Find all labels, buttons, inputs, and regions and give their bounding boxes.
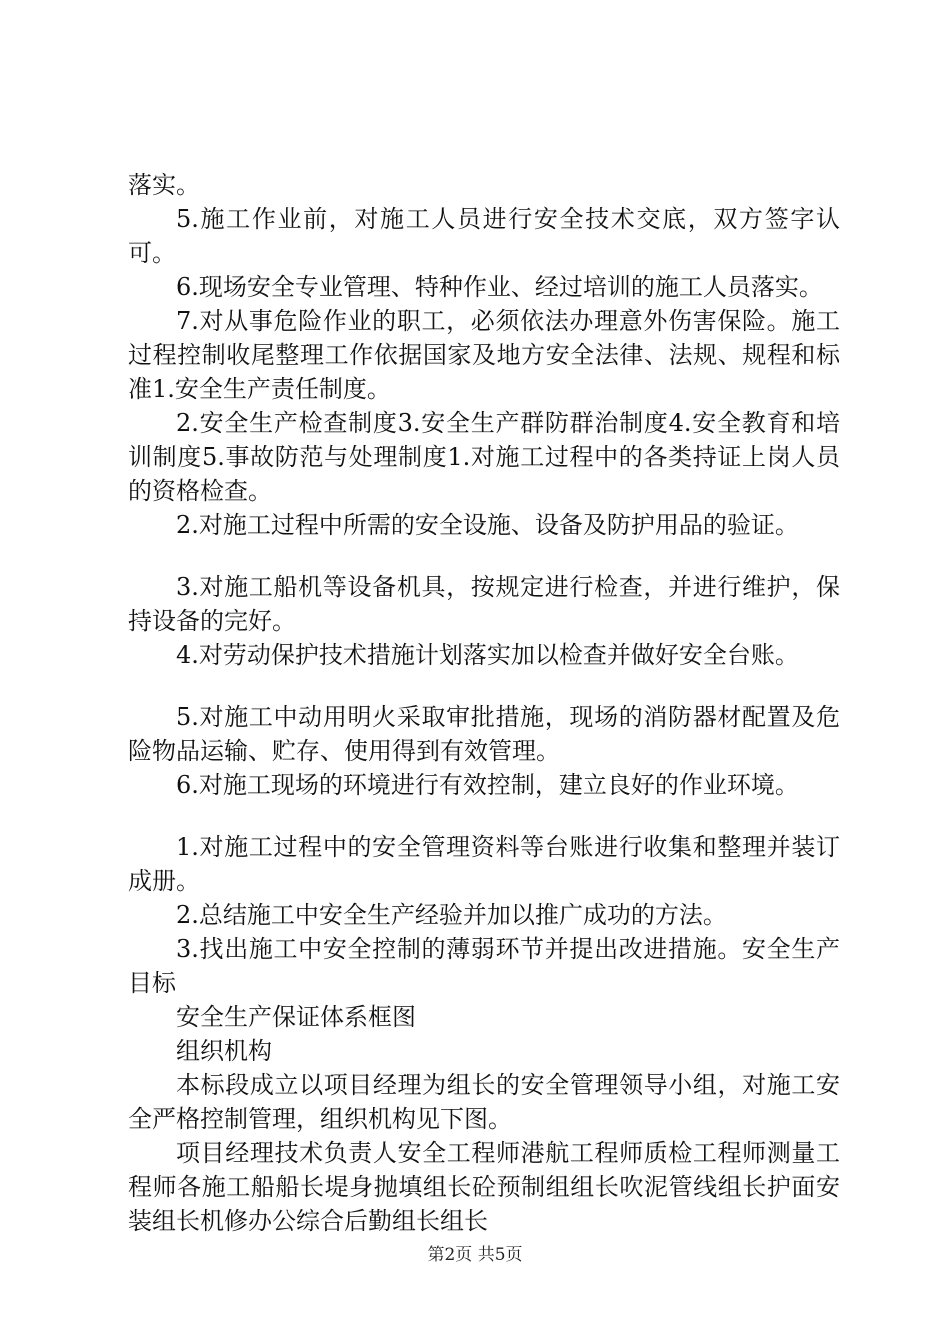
paragraph-organization-desc: 本标段成立以项目经理为组长的安全管理领导小组，对施工安全严格控制管理，组织机构见下图。 [128,1071,840,1133]
paragraph-9: 5.对施工中动用明火采取审批措施，现场的消防器材配置及危险物品运输、贮存、使用得到有效管理。 [128,703,840,765]
paragraph-12: 2.总结施工中安全生产经验并加以推广成功的方法。 [176,901,727,929]
paragraph-10: 6.对施工现场的环境进行有效控制，建立良好的作业环境。 [176,771,799,799]
paragraph-8: 4.对劳动保护技术措施计划落实加以检查并做好安全台账。 [176,641,799,669]
paragraph-13: 3.找出施工中安全控制的薄弱环节并提出改进措施。安全生产目标 [128,935,840,997]
paragraph-organization-roles: 项目经理技术负责人安全工程师港航工程师质检工程师测量工程师各施工船船长堤身抛填组长砼预制组组长吹泥管线组长护面安装组长机修办公综合后勤组长组长 [128,1139,840,1235]
paragraph-1: 落实。 [128,171,200,199]
section-heading-organization: 组织机构 [176,1037,272,1065]
section-heading-framework: 安全生产保证体系框图 [176,1003,416,1031]
paragraph-4: 7.对从事危险作业的职工，必须依法办理意外伤害保险。施工过程控制收尾整理工作依据国家及地方安全法律、法规、规程和标准1.安全生产责任制度。 [128,307,840,403]
document-body [128,168,840,1238]
paragraph-3: 6.现场安全专业管理、特种作业、经过培训的施工人员落实。 [176,273,823,301]
paragraph-11: 1.对施工过程中的安全管理资料等台账进行收集和整理并装订成册。 [128,833,840,895]
paragraph-2: 5.施工作业前，对施工人员进行安全技术交底，双方签字认可。 [128,205,840,267]
paragraph-6: 2.对施工过程中所需的安全设施、设备及防护用品的验证。 [176,511,799,539]
paragraph-5: 2.安全生产检查制度3.安全生产群防群治制度4.安全教育和培训制度5.事故防范与处理制度1.对施工过程中的各类持证上岗人员的资格检查。 [128,409,840,505]
paragraph-7: 3.对施工船机等设备机具，按规定进行检查，并进行维护，保持设备的完好。 [128,573,840,635]
page-number-footer: 第2页 共5页 [427,1245,523,1265]
